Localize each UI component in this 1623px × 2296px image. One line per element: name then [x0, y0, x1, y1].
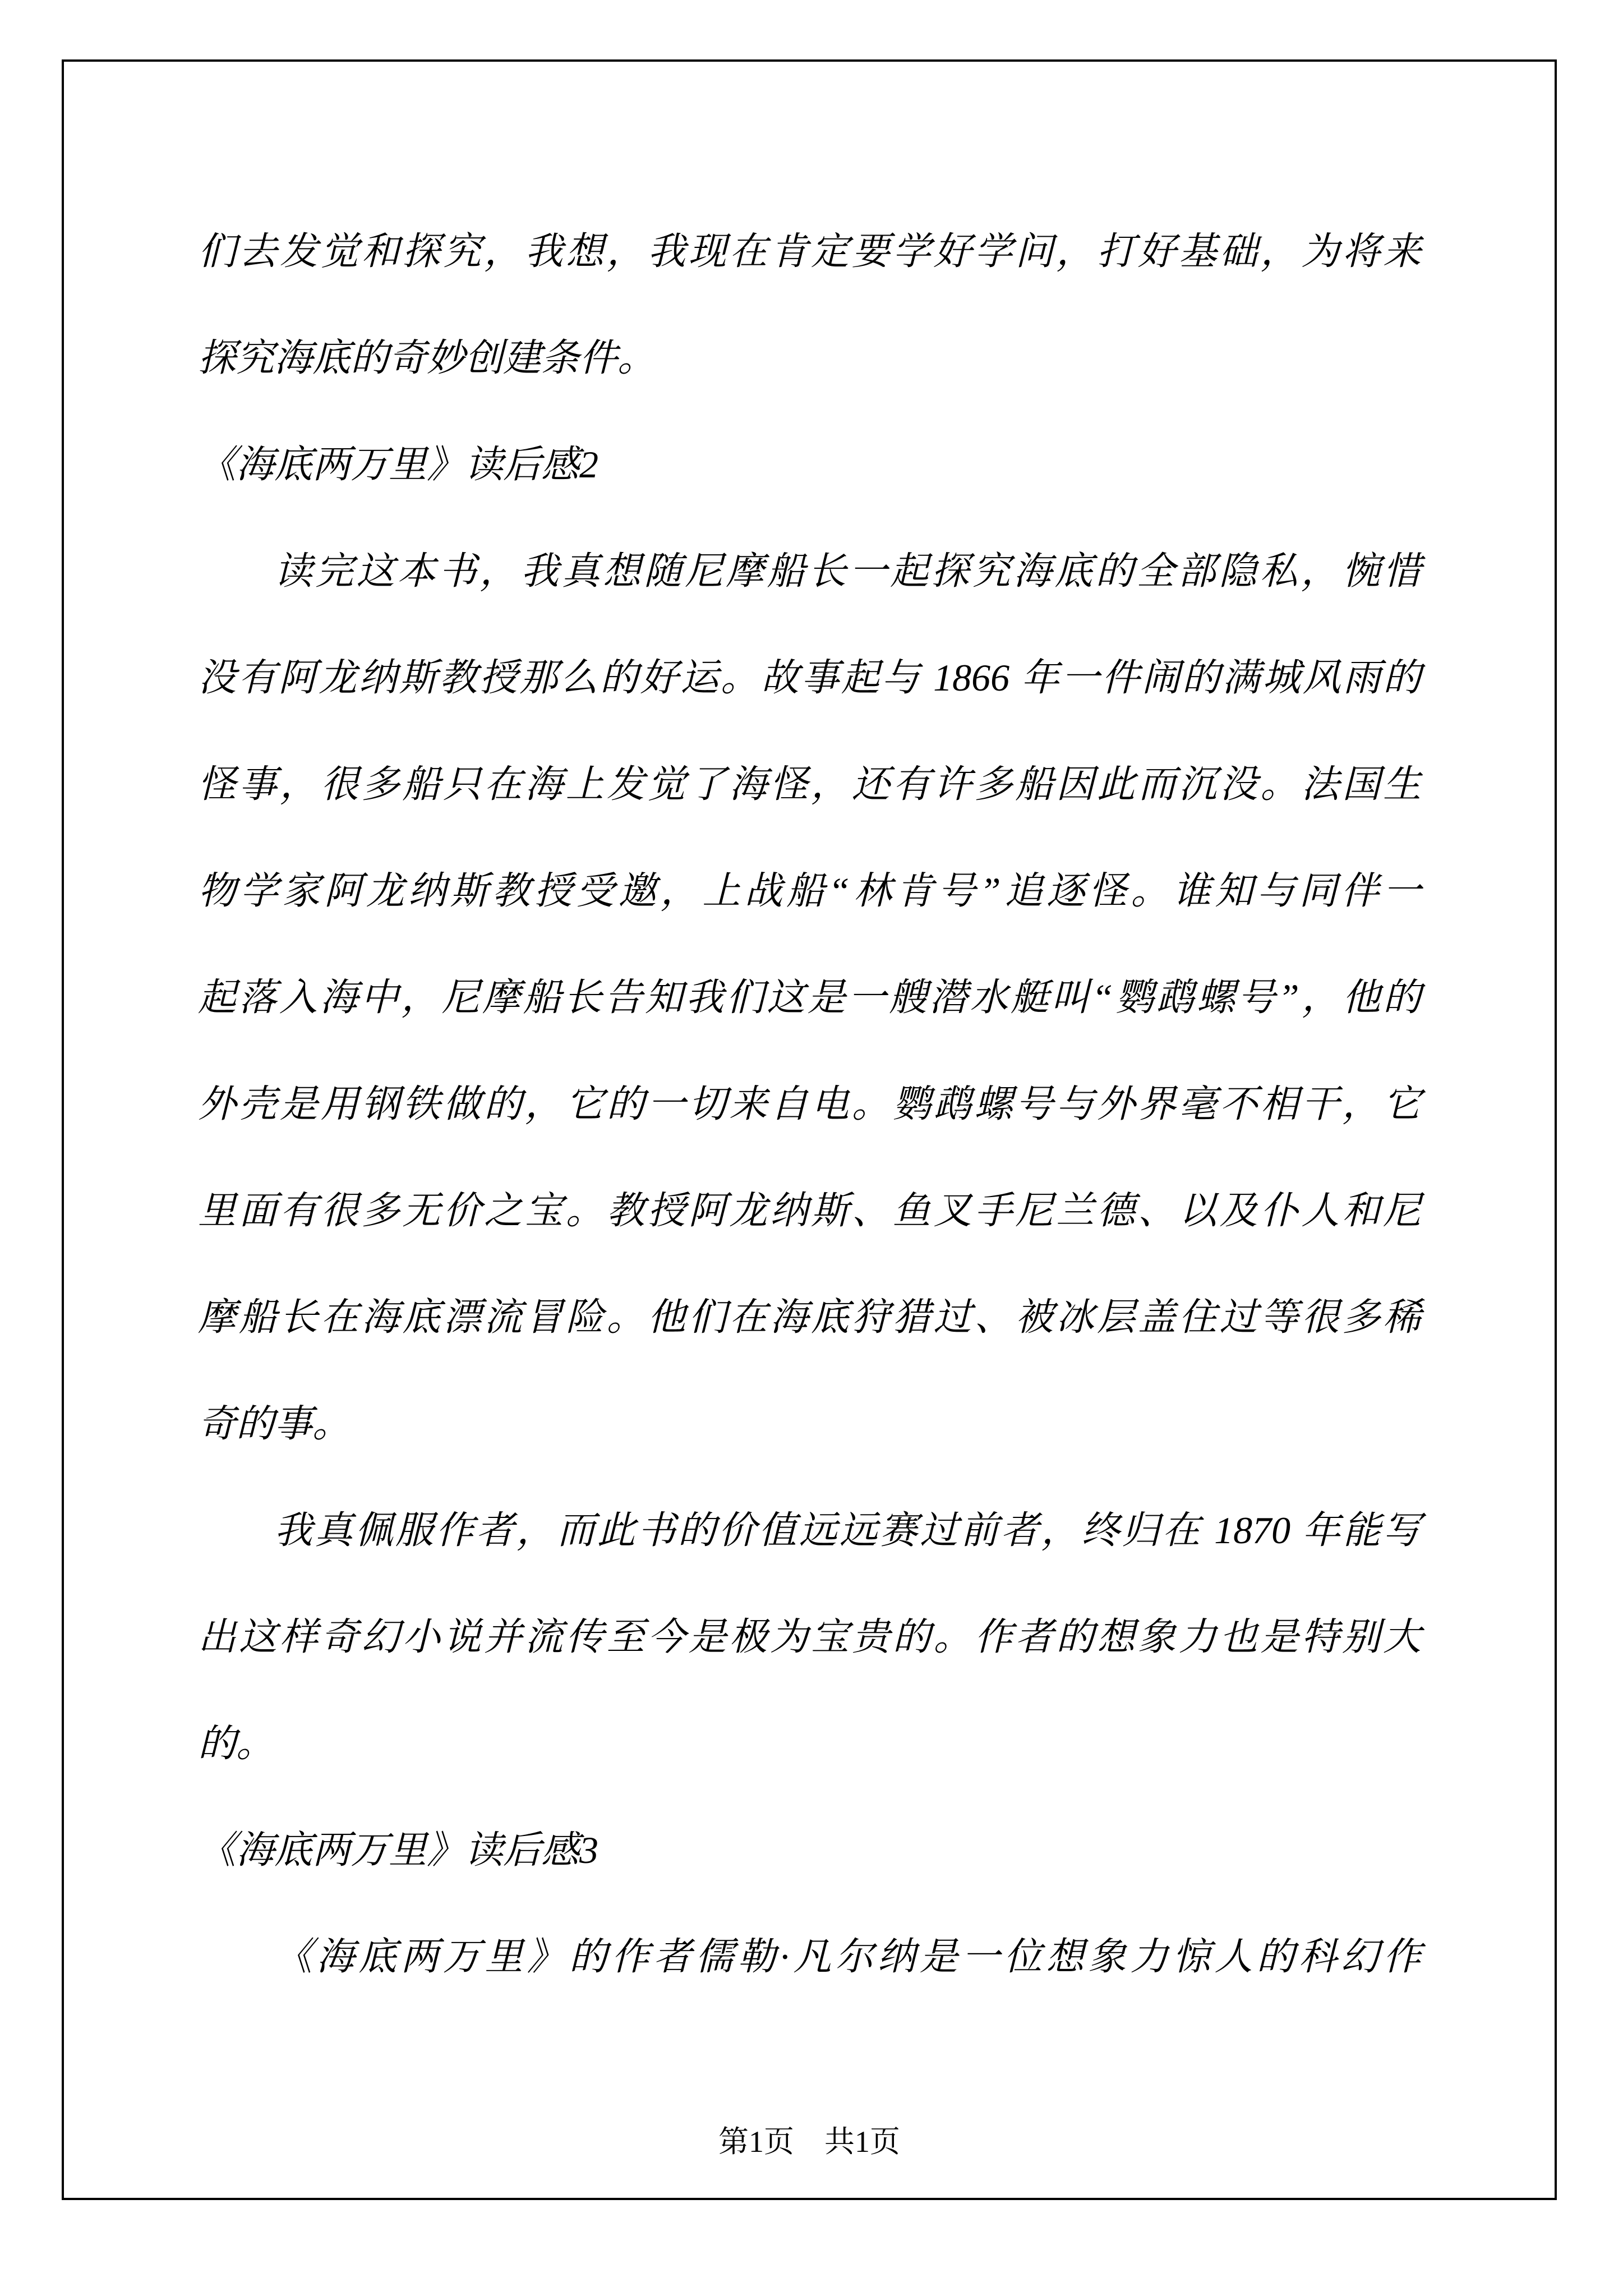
text-line: 《海底两万里》读后感3 [198, 1829, 599, 1871]
text-line: 读完这本书，我真想随尼摩船长一起探究海底的全部隐私，惋惜 [274, 550, 1421, 592]
text-line: 们去发觉和探究，我想，我现在肯定要学好学问，打好基础，为将来 [198, 230, 1421, 273]
text-line: 奇的事。 [198, 1402, 351, 1445]
text-line: 没有阿龙纳斯教授那么的好运。故事起与 1866 年一件闹的满城风雨的 [198, 656, 1421, 699]
text-line: 里面有很多无价之宝。教授阿龙纳斯、鱼叉手尼兰德、以及仆人和尼 [198, 1189, 1421, 1232]
text-line: 怪事，很多船只在海上发觉了海怪，还有许多船因此而沉没。法国生 [198, 763, 1421, 806]
document-text-block [198, 198, 1421, 2010]
text-line: 摩船长在海底漂流冒险。他们在海底狩猎过、被冰层盖住过等很多稀 [198, 1296, 1421, 1338]
text-line: 物学家阿龙纳斯教授受邀，上战船“林肯号”追逐怪。谁知与同伴一 [198, 869, 1421, 912]
page-footer [62, 2119, 1557, 2164]
text-line: 的。 [198, 1722, 275, 1765]
text-line: 我真佩服作者，而此书的价值远远赛过前者，终归在 1870 年能写 [274, 1509, 1421, 1552]
text-line: 探究海底的奇妙创建条件。 [198, 337, 656, 379]
text-line: 《海底两万里》读后感2 [198, 443, 599, 486]
text-line: 外壳是用钢铁做的，它的一切来自电。鹦鹉螺号与外界毫不相干，它 [198, 1083, 1421, 1125]
page-number-text: 第1页 共1页 [718, 2125, 900, 2159]
text-line: 起落入海中，尼摩船长告知我们这是一艘潜水艇叫“鹦鹉螺号”，他的 [198, 976, 1421, 1019]
text-line: 出这样奇幻小说并流传至今是极为宝贵的。作者的想象力也是特别大 [198, 1616, 1421, 1658]
text-line: 《海底两万里》的作者儒勒·凡尔纳是一位想象力惊人的科幻作 [274, 1935, 1421, 1978]
